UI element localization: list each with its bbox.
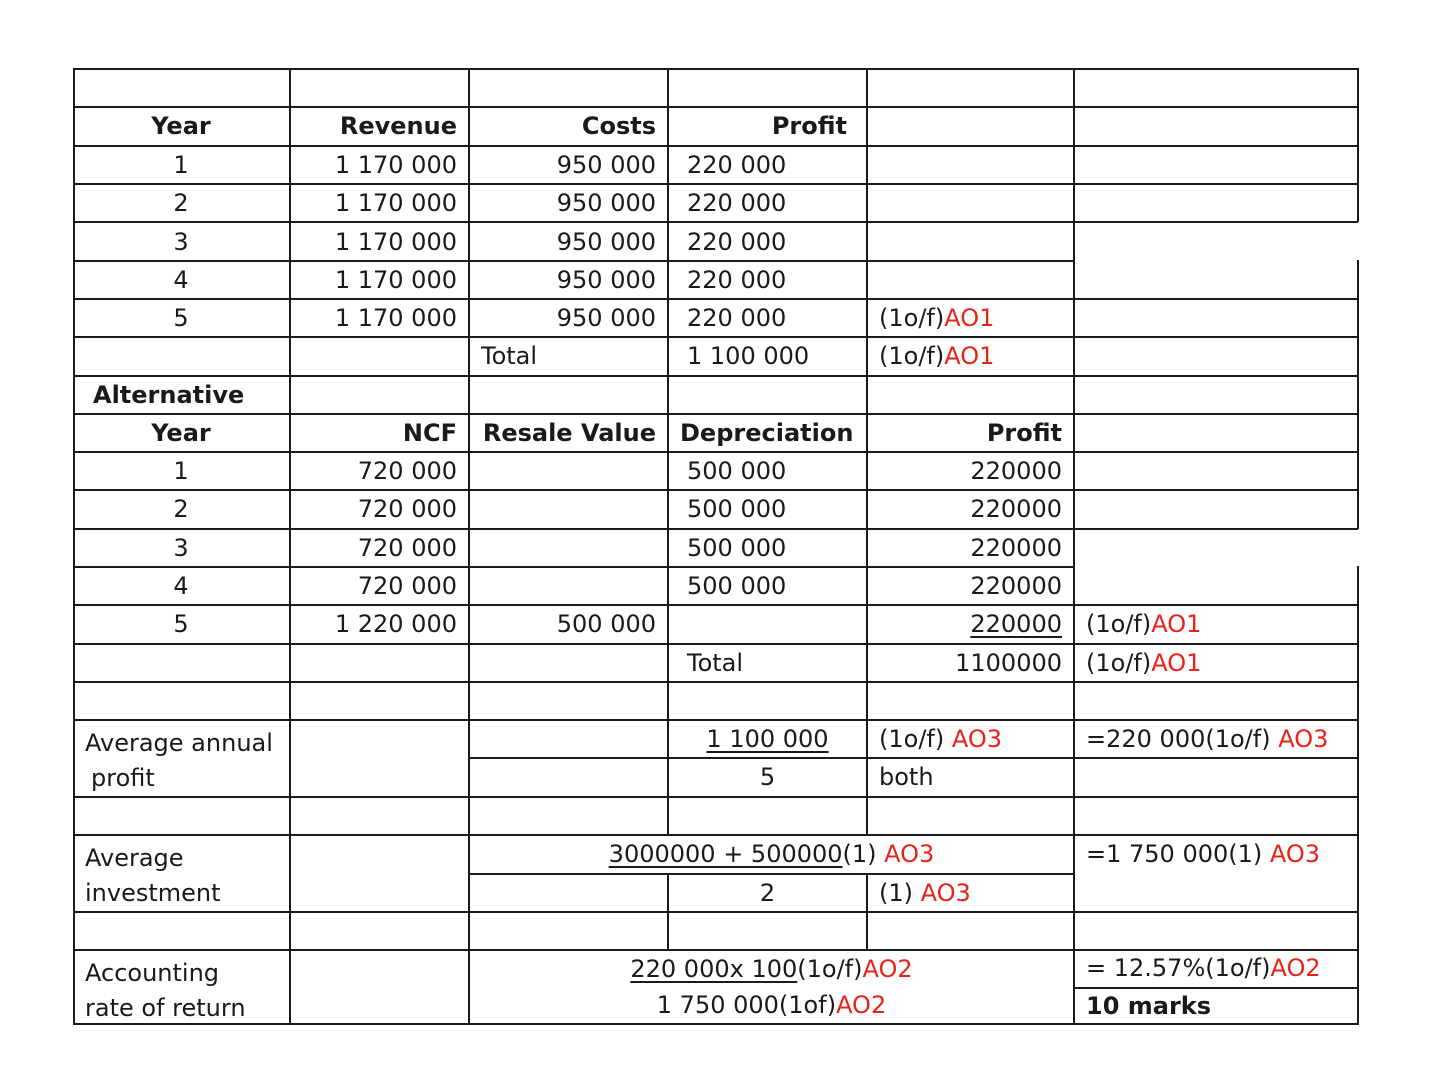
s1-total-label: Total: [481, 342, 538, 370]
arr-numerator: 220 000x 100(1o/f)AO2: [630, 955, 913, 983]
s1-revenue: 1 170 000: [334, 304, 457, 332]
arr-formula: [469, 951, 1074, 1023]
avg-investment-result: =1 750 000(1) AO3: [1086, 840, 1321, 868]
s1-costs: 950 000: [556, 151, 656, 179]
s2-mark-total: (1o/f)AO1: [1086, 649, 1202, 677]
s2-mark-row5: (1o/f)AO1: [1086, 610, 1202, 638]
s2-ncf: 720 000: [357, 457, 457, 485]
header-year: Year: [151, 112, 211, 140]
avg-investment-label: Average investment: [85, 844, 221, 907]
s2-total-label: Total: [687, 649, 744, 677]
s1-year: 4: [173, 266, 189, 294]
header-ncf: NCF: [402, 419, 457, 447]
s2-depreciation: 500 000: [687, 572, 787, 600]
s2-profit: 220000: [970, 534, 1062, 562]
s2-ncf: 720 000: [357, 495, 457, 523]
avg-profit-mark-both: both: [879, 763, 934, 791]
s2-profit: 220000: [970, 457, 1062, 485]
header-resale-value: Resale Value: [482, 419, 656, 447]
avg-investment-den-mark: (1) AO3: [879, 879, 971, 907]
s2-depreciation: 500 000: [687, 534, 787, 562]
s1-year: 5: [173, 304, 189, 332]
header-profit: Profit: [771, 112, 847, 140]
s1-revenue: 1 170 000: [334, 266, 457, 294]
s1-costs: 950 000: [556, 304, 656, 332]
alternative-heading: Alternative: [93, 381, 245, 409]
s1-revenue: 1 170 000: [334, 151, 457, 179]
s1-costs: 950 000: [556, 266, 656, 294]
header-revenue: Revenue: [339, 112, 457, 140]
arr-denominator: 1 750 000(1of)AO2: [656, 991, 887, 1019]
header-costs: Costs: [581, 112, 656, 140]
s1-profit: 220 000: [687, 266, 787, 294]
s1-year: 2: [173, 189, 189, 217]
s1-costs: 950 000: [556, 189, 656, 217]
s1-profit: 220 000: [687, 151, 787, 179]
s2-year: 3: [173, 534, 189, 562]
s1-profit: 220 000: [687, 228, 787, 256]
arr-label: Accounting rate of return: [85, 959, 246, 1022]
avg-profit-result: =220 000(1o/f) AO3: [1086, 725, 1329, 753]
header-profit-alt: Profit: [986, 419, 1062, 447]
s1-profit: 220 000: [687, 304, 787, 332]
s2-year: 2: [173, 495, 189, 523]
s1-mark-total: (1o/f)AO1: [879, 342, 995, 370]
s2-profit: 220000: [970, 572, 1062, 600]
s1-costs: 950 000: [556, 228, 656, 256]
header-depreciation: Depreciation: [680, 419, 854, 447]
avg-profit-numerator: 1 100 000: [706, 725, 829, 753]
s2-depreciation: 500 000: [687, 495, 787, 523]
s2-profit: 220000: [970, 495, 1062, 523]
s2-ncf: 1 220 000: [334, 610, 457, 638]
s2-total-value: 1100000: [955, 649, 1062, 677]
s1-total-value: 1 100 000: [687, 342, 810, 370]
avg-profit-label: Average annual profit: [85, 729, 273, 792]
s2-depreciation: 500 000: [687, 457, 787, 485]
s2-resale-value: 500 000: [556, 610, 656, 638]
avg-investment-numerator: 3000000 + 500000(1) AO3: [608, 840, 935, 868]
s2-year: 1: [173, 457, 189, 485]
avg-investment-denominator: 2: [759, 879, 776, 907]
s1-year: 3: [173, 228, 189, 256]
total-marks: 10 marks: [1086, 992, 1212, 1020]
s1-revenue: 1 170 000: [334, 189, 457, 217]
arr-result: = 12.57%(1o/f)AO2: [1086, 954, 1321, 982]
header-year-alt: Year: [151, 419, 211, 447]
s2-ncf: 720 000: [357, 572, 457, 600]
s2-profit: 220000: [970, 610, 1062, 638]
avg-profit-mark: (1o/f) AO3: [879, 725, 1002, 753]
s2-year: 4: [173, 572, 189, 600]
s1-year: 1: [173, 151, 189, 179]
s1-revenue: 1 170 000: [334, 228, 457, 256]
s2-ncf: 720 000: [357, 534, 457, 562]
s1-mark-row5: (1o/f)AO1: [879, 304, 995, 332]
s1-profit: 220 000: [687, 189, 787, 217]
avg-profit-denominator: 5: [759, 763, 776, 791]
s2-year: 5: [173, 610, 189, 638]
